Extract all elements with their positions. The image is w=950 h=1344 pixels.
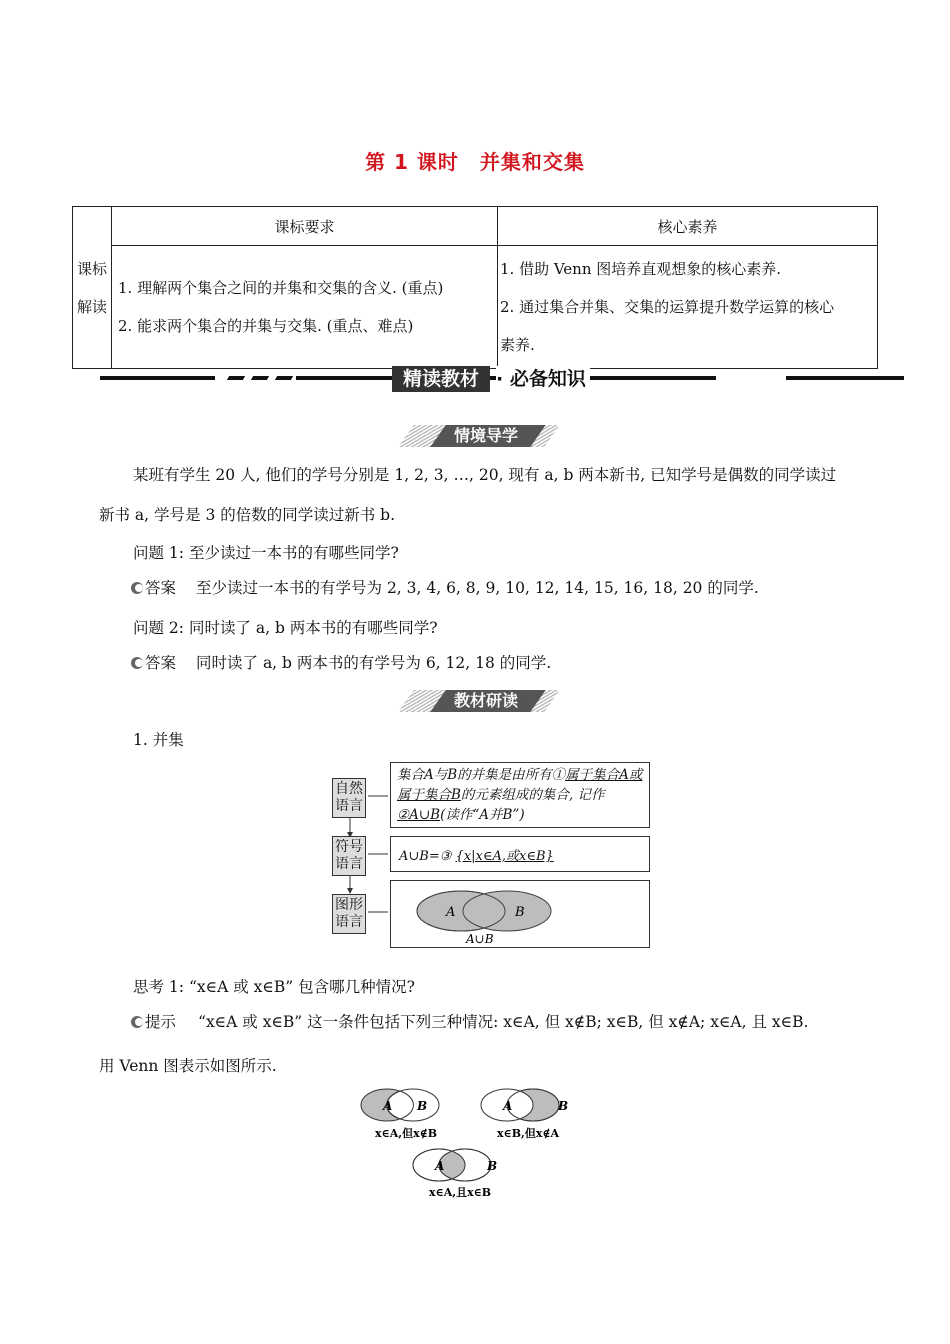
hint-line1 <box>131 1012 808 1032</box>
venn-case3-caption: x∈A,且x∈B <box>429 1186 492 1199</box>
venn-case1-b: B <box>417 1099 428 1113</box>
requirements-cell <box>112 246 498 369</box>
answer-icon <box>131 657 143 669</box>
core-literacy-1: 1. 借助 Venn 图培养直观想象的核心素养. <box>500 260 782 278</box>
core-literacy-cell <box>498 246 878 369</box>
intro-paragraph-line2: 新书 a, 学号是 3 的倍数的同学读过新书 b. <box>99 506 396 524</box>
label-symbol-language: 符号 语言 <box>332 836 366 876</box>
side-label-line2: 解读 <box>76 297 107 316</box>
answer-label: 答案 <box>145 654 177 672</box>
think-1: 思考 1: “x∈A 或 x∈B” 包含哪几种情况? <box>133 978 415 996</box>
hint-icon <box>131 1016 143 1028</box>
requirement-1: 1. 理解两个集合之间的并集和交集的含义. (重点) <box>118 279 444 297</box>
venn-case-b-not-a <box>481 1089 568 1140</box>
answer-1-text: 至少读过一本书的有学号为 2, 3, 4, 6, 8, 9, 10, 12, 14, 15, 16, 18, 20 的同学. <box>196 579 759 597</box>
band-dash <box>227 376 245 380</box>
venn-case3-b: B <box>487 1159 498 1173</box>
venn-case-a-and-b <box>413 1149 497 1199</box>
venn-label-b: B <box>515 905 525 920</box>
union-concept-diagram <box>332 760 652 952</box>
standards-table <box>72 206 878 369</box>
label-graphic-language: 图形 语言 <box>332 894 366 934</box>
side-label-line1: 课标 <box>76 259 107 278</box>
venn-case1-caption: x∈A,但x∉B <box>375 1127 438 1140</box>
answer-2-text: 同时读了 a, b 两本书的有学号为 6, 12, 18 的同学. <box>196 654 552 672</box>
section-study-title: 教材研读 <box>453 691 518 710</box>
venn-case2-b: B <box>558 1099 569 1113</box>
item-union-heading: 1. 并集 <box>133 731 184 749</box>
question-2: 问题 2: 同时读了 a, b 两本书的有哪些同学? <box>133 619 438 637</box>
venn-label-a: A <box>446 905 456 920</box>
venn-case3-a: A <box>435 1159 445 1173</box>
venn-cases-figure <box>355 1085 595 1205</box>
band-dash <box>251 376 269 380</box>
answer-label: 答案 <box>145 579 177 597</box>
graphic-language-box <box>390 880 650 948</box>
section-tag-study <box>398 690 554 712</box>
union-venn-diagram <box>391 881 649 947</box>
answer-icon <box>131 582 143 594</box>
header-requirements: 课标要求 <box>112 207 498 246</box>
answer-2 <box>131 653 551 673</box>
venn-case-a-not-b <box>361 1089 439 1140</box>
natural-language-box: 集合A与B的并集是由所有①属于集合A或 属于集合B的元素组成的集合, 记作 ②A∪B(读作“A并B”) <box>390 762 650 828</box>
hint-label: 提示 <box>145 1013 177 1031</box>
symbol-language-box: A∪B=③ {x|x∈A,或x∈B} <box>390 836 650 872</box>
section-intro-title: 情境导学 <box>453 426 518 445</box>
hint-text: “x∈A 或 x∈B” 这一条件包括下列三种情况: x∈A, 但 x∉B; x∈B, 但 x∉A; x∈A, 且 x∈B. <box>198 1013 809 1031</box>
hint-line2: 用 Venn 图表示如图所示. <box>99 1057 277 1075</box>
label-natural-language: 自然 语言 <box>332 778 366 818</box>
venn-case2-caption: x∈B,但x∉A <box>497 1127 560 1140</box>
section-tag-intro <box>398 425 554 447</box>
header-core-literacy: 核心素养 <box>498 207 878 246</box>
answer-1 <box>131 578 759 598</box>
band-rule-left <box>100 376 215 380</box>
venn-case1-a: A <box>383 1099 393 1113</box>
core-literacy-2: 2. 通过集合并集、交集的运算提升数学运算的核心 <box>500 298 835 316</box>
standards-side-label <box>73 207 112 369</box>
venn-case2-a: A <box>503 1099 513 1113</box>
intro-paragraph-line1: 某班有学生 20 人, 他们的学号分别是 1, 2, 3, …, 20, 现有 a, b 两本新书, 已知学号是偶数的同学读过 <box>133 466 837 484</box>
band-dash <box>275 376 293 380</box>
core-literacy-3: 素养. <box>500 336 535 354</box>
band-rule-right <box>786 376 904 380</box>
question-1: 问题 1: 至少读过一本书的有哪些同学? <box>133 544 399 562</box>
venn-caption: A∪B <box>466 932 494 946</box>
page-title: 第 1 课时 并集和交集 <box>365 150 585 174</box>
band-box: 精读教材 <box>392 366 490 392</box>
requirement-2: 2. 能求两个集合的并集与交集. (重点、难点) <box>118 317 414 335</box>
band-text: · 必备知识 <box>496 366 590 392</box>
